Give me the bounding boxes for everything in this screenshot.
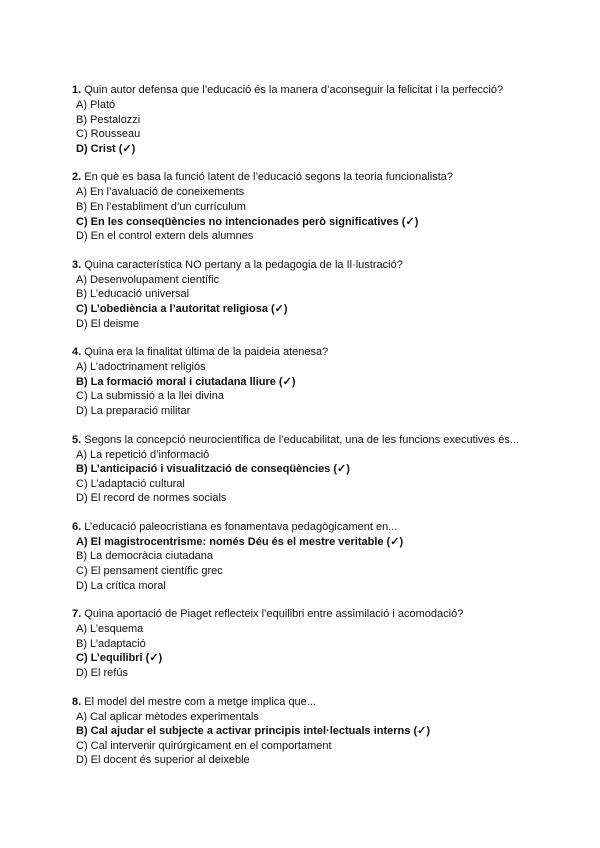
question-text xyxy=(72,607,560,622)
answer-option: D) En el control extern dels alumnes xyxy=(76,230,254,243)
answer-option-correct: C) L’equilibri (✓) xyxy=(76,652,163,665)
answer-option: C) L’adaptació cultural xyxy=(76,477,185,490)
answer-option: B) L’educació universal xyxy=(76,288,190,301)
question-body: Quina aportació de Piaget reflecteix l’equilibri entre assimilació i acomodació? xyxy=(84,608,464,621)
question-body: Quina característica NO pertany a la pedagogia de la Il·lustració? xyxy=(84,258,403,271)
answer-option: A) La repetició d’informació xyxy=(76,448,210,461)
question-text xyxy=(72,695,560,710)
answer-option: A) Desenvolupament científic xyxy=(76,273,220,286)
answer-option: D) El record de normes socials xyxy=(76,492,227,505)
question-text xyxy=(72,83,560,98)
question-list xyxy=(72,83,560,768)
answer-option: B) La democràcia ciutadana xyxy=(76,550,213,563)
answer-option: D) La preparació militar xyxy=(76,404,191,417)
answer-option-correct: B) La formació moral i ciutadana lliure (✓) xyxy=(76,375,296,388)
question-body: En què es basa la funció latent de l’educació segons la teoria funcionalista? xyxy=(84,171,453,184)
answer-option: C) Cal intervenir quirúrgicament en el comportament xyxy=(76,739,332,752)
answer-options xyxy=(72,273,560,331)
answer-option: D) La crítica moral xyxy=(76,579,166,592)
answer-option-correct: B) Cal ajudar el subjecte a activar principis intel·lectuals interns (✓) xyxy=(76,725,430,738)
question-body: Quina era la finalitat última de la paideia atenesa? xyxy=(84,346,329,359)
answer-option-correct: C) L’obediència a l’autoritat religiosa (✓) xyxy=(76,302,288,315)
answer-option-correct: A) El magistrocentrisme: només Déu és el mestre veritable (✓) xyxy=(76,535,404,548)
answer-option: D) El refús xyxy=(76,667,128,680)
question-number: 1. xyxy=(72,84,82,96)
answer-option: A) L’esquema xyxy=(76,623,144,636)
question-block xyxy=(72,170,560,243)
question-text xyxy=(72,520,560,535)
question-block xyxy=(72,433,560,506)
answer-option: C) La submissió a la llei divina xyxy=(76,390,224,403)
answer-options xyxy=(72,535,560,593)
question-body: El model del mestre com a metge implica que... xyxy=(84,695,316,708)
question-body: Segons la concepció neurocientífica de l’educabilitat, una de les funcions executives és... xyxy=(84,433,520,446)
question-number: 2. xyxy=(72,171,82,184)
answer-options xyxy=(72,448,560,506)
question-block xyxy=(72,607,560,680)
question-block xyxy=(72,83,560,156)
question-text xyxy=(72,170,560,185)
answer-option: C) Rousseau xyxy=(76,128,141,141)
answer-options xyxy=(72,360,560,418)
answer-option: B) L’adaptació xyxy=(76,637,146,650)
question-number: 5. xyxy=(72,433,82,446)
answer-option-correct: B) L’anticipació i visualització de conseqüències (✓) xyxy=(76,463,350,476)
question-number: 3. xyxy=(72,258,82,271)
question-number: 8. xyxy=(72,695,82,708)
answer-options xyxy=(72,622,560,680)
question-body: Quin autor defensa que l’educació és la manera d’aconseguir la felicitat i la perfecció? xyxy=(84,84,504,96)
answer-option: A) Plató xyxy=(76,99,116,111)
answer-option: B) En l’establiment d’un currículum xyxy=(76,200,246,213)
question-block xyxy=(72,520,560,593)
answer-options xyxy=(72,710,560,768)
answer-options xyxy=(72,185,560,243)
question-body: L’educació paleocristiana es fonamentava pedagògicament en... xyxy=(84,520,398,533)
question-block xyxy=(72,695,560,768)
question-number: 7. xyxy=(72,608,82,621)
question-number: 4. xyxy=(72,346,82,359)
question-block xyxy=(72,258,560,331)
answer-option: C) El pensament científic grec xyxy=(76,565,223,578)
question-block xyxy=(72,345,560,418)
answer-option: A) En l’avaluació de coneixements xyxy=(76,186,245,199)
answer-option: A) Cal aplicar mètodes experimentals xyxy=(76,710,259,723)
answer-option: D) El docent és superior al deixeble xyxy=(76,754,250,767)
answer-option: B) Pestalozzi xyxy=(76,113,141,126)
question-number: 6. xyxy=(72,520,82,533)
answer-option: D) El deisme xyxy=(76,317,139,330)
question-text xyxy=(72,433,560,448)
question-text xyxy=(72,345,560,360)
answer-option-correct: C) En les conseqüències no intencionades però significatives (✓) xyxy=(76,215,419,228)
question-text xyxy=(72,258,560,273)
answer-option: A) L’adoctrinament religiós xyxy=(76,361,206,374)
answer-options xyxy=(72,98,560,156)
answer-option-correct: D) Crist (✓) xyxy=(76,142,136,155)
